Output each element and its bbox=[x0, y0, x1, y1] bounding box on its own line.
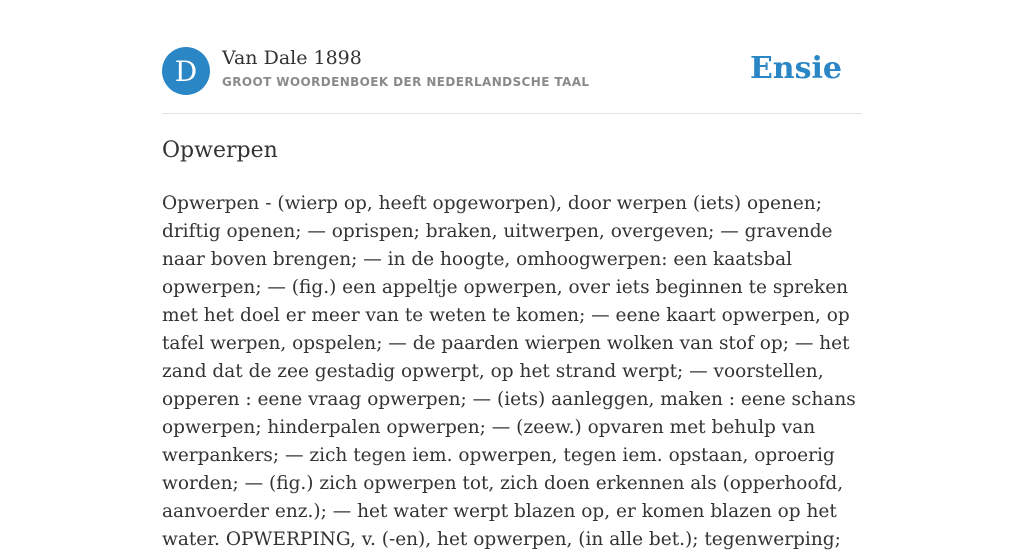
entry-headword: Opwerpen bbox=[162, 138, 278, 163]
dictionary-title[interactable]: Van Dale 1898 bbox=[222, 47, 362, 69]
entry-definition: Opwerpen - (wierp op, heeft opgeworpen), door werpen (iets) openen; driftig openen; — oprispen; braken, uitwerpen, overgeven; — gravende naar boven brengen; — in de hoogte, omhoogwerpen: een kaatsbal opwerpen; — (fig.) een appeltje opwerpen, over iets beginnen te spreken met het doel er meer van te weten te komen; — eene kaart opwerpen, op tafel werpen, opspelen; — de paarden wierpen wolken van stof op; — het zand dat de zee gestadig opwerpt, op het strand werpt; — voorstellen, opperen : eene vraag opwerpen; — (iets) aanleggen, maken : eene schans opwerpen; hinderpalen opwerpen; — (zeew.) opvaren met behulp van werpankers; — zich tegen iem. opwerpen, tegen iem. opstaan, oproerig worden; — (fig.) zich opwerpen tot, zich doen erkennen als (opperhoofd, aanvoerder enz.); — het water werpt blazen op, er komen blazen op het water. OPWERPING, v. (-en), het opwerpen, (in alle bet.); tegenwerping; bbox=[162, 193, 856, 550]
header-divider bbox=[162, 113, 862, 114]
site-header bbox=[162, 46, 862, 96]
dictionary-subtitle: GROOT WOORDENBOEK DER NEDERLANDSCHE TAAL bbox=[222, 75, 590, 89]
dictionary-avatar[interactable]: D bbox=[162, 47, 210, 95]
brand-logo[interactable]: Ensie bbox=[749, 51, 842, 86]
